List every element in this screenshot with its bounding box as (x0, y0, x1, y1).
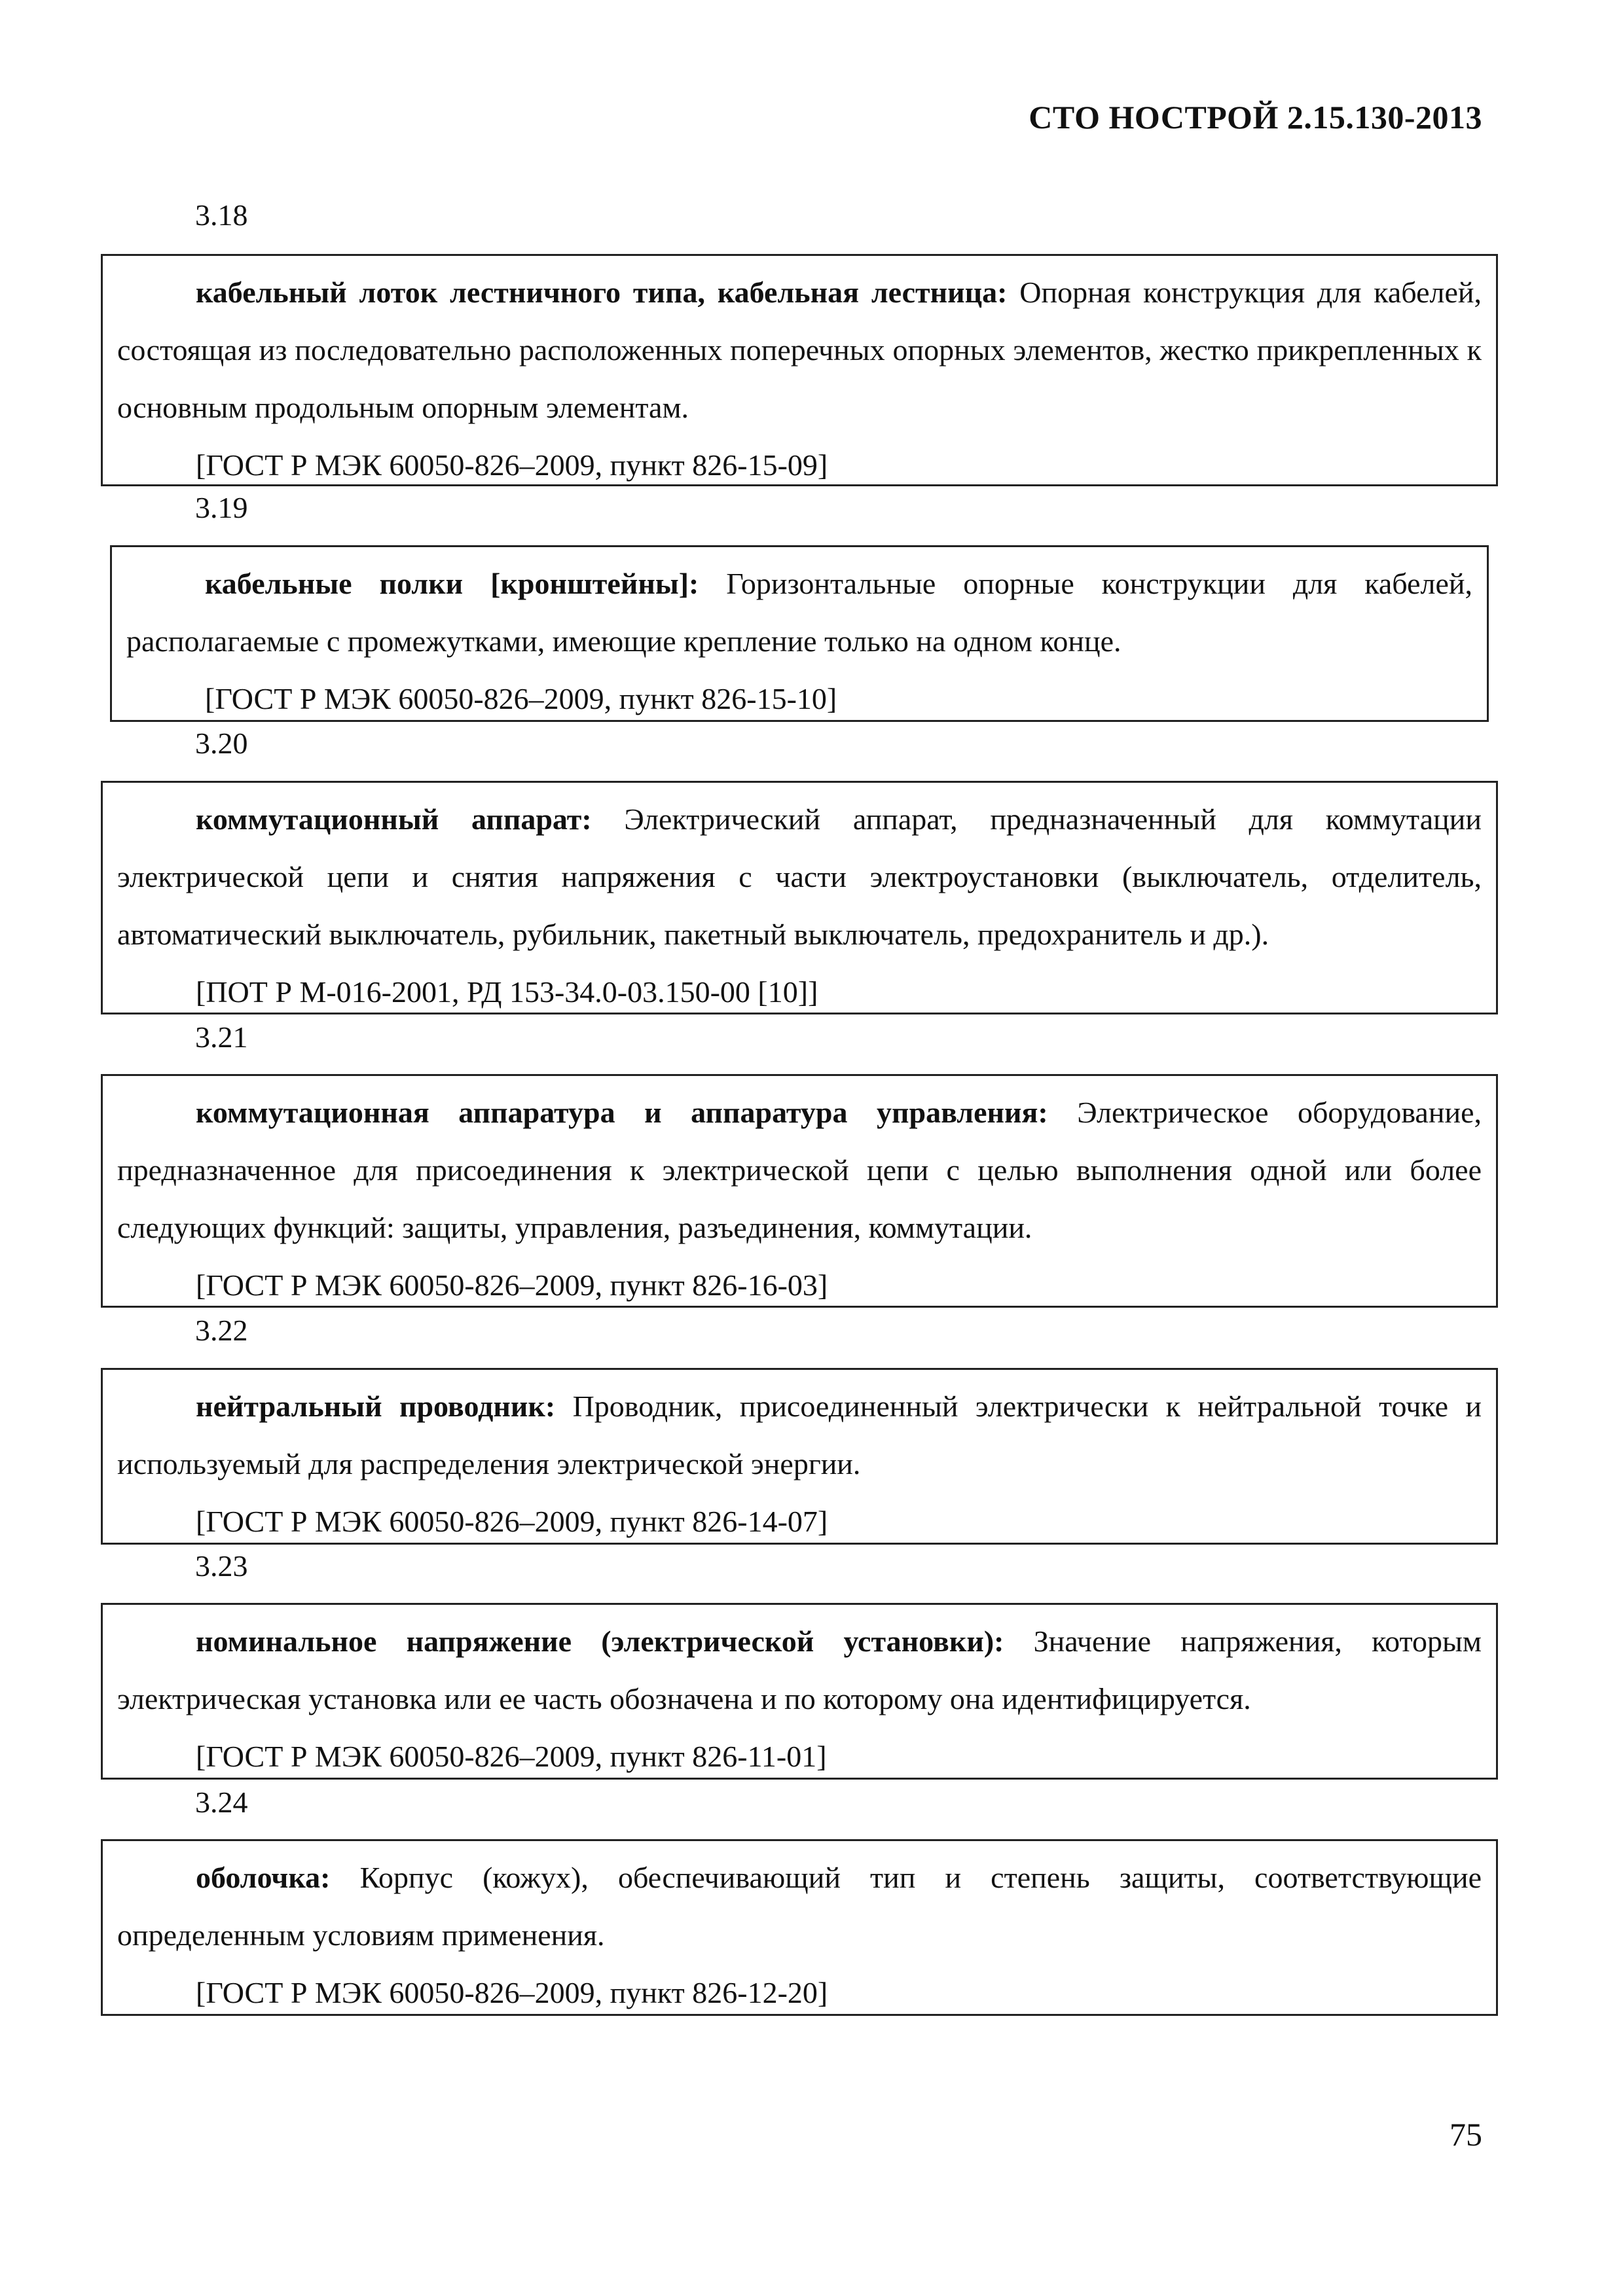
definition-text: Горизонтальные опорные конструкции для кабелей, располагаемые с промежутками, имеющие крепление только на одном конце. (126, 567, 1472, 658)
definition-paragraph (117, 1613, 1482, 1728)
definition-paragraph (117, 1849, 1482, 1964)
term-definition-box (101, 1603, 1498, 1780)
definition-text: Значение напряжения, которым электрическая установка или ее часть обозначена и по которому она идентифицируется. (117, 1624, 1482, 1715)
term-number: 3.20 (195, 726, 248, 760)
term-definition-box (101, 781, 1498, 1014)
term-number: 3.21 (195, 1020, 248, 1054)
definition-paragraph (117, 1378, 1482, 1493)
term-definition-box (110, 545, 1489, 722)
reference-citation: [ГОСТ Р МЭК 60050-826–2009, пункт 826-16-03] (196, 1268, 828, 1302)
reference-citation: [ГОСТ Р МЭК 60050-826–2009, пункт 826-11-01] (196, 1740, 827, 1773)
term-definition-box (101, 1839, 1498, 2016)
definition-text: Опорная конструкция для кабелей, состоящая из последовательно расположенных поперечных опорных элементов, жестко прикрепленных к основным продольным опорным элементам. (117, 276, 1482, 424)
reference-citation: [ГОСТ Р МЭК 60050-826–2009, пункт 826-12-20] (196, 1976, 828, 2009)
reference-citation: [ГОСТ Р МЭК 60050-826–2009, пункт 826-15-09] (196, 448, 828, 482)
page-number: 75 (1450, 2116, 1482, 2153)
term-name: коммутационная аппаратура и аппаратура управления: (196, 1096, 1048, 1129)
term-name: оболочка: (196, 1861, 331, 1894)
term-name: кабельный лоток лестничного типа, кабельная лестница: (196, 276, 1008, 309)
document-header-title: СТО НОСТРОЙ 2.15.130-2013 (1029, 99, 1482, 135)
definition-text: Корпус (кожух), обеспечивающий тип и степень защиты, соответствующие определенным условиям применения. (117, 1861, 1482, 1952)
term-number: 3.18 (195, 198, 248, 232)
definition-text: Проводник, присоединенный электрически к нейтральной точке и используемый для распределения электрической энергии. (117, 1390, 1482, 1480)
term-name: коммутационный аппарат: (196, 802, 592, 836)
term-number: 3.24 (195, 1785, 248, 1819)
reference-citation: [ГОСТ Р МЭК 60050-826–2009, пункт 826-14-07] (196, 1505, 828, 1538)
definition-text: Электрический аппарат, предназначенный для коммутации электрической цепи и снятия напряжения с части электроустановки (выключатель, отделитель, автоматический выключатель, рубильник, пакетный выключатель, предохранитель и др.). (117, 802, 1482, 951)
reference-citation: [ПОТ Р М-016-2001, РД 153-34.0-03.150-00 [10]] (196, 975, 818, 1009)
term-number: 3.22 (195, 1314, 248, 1347)
definition-text: Электрическое оборудование, предназначенное для присоединения к электрической цепи с целью выполнения одной или более следующих функций: защиты, управления, разъединения, коммутации. (117, 1096, 1482, 1244)
term-number: 3.23 (195, 1549, 248, 1583)
term-definition-box (101, 1074, 1498, 1308)
term-definition-box (101, 1368, 1498, 1545)
reference-citation: [ГОСТ Р МЭК 60050-826–2009, пункт 826-15-10] (205, 682, 837, 715)
definition-paragraph (117, 264, 1482, 437)
term-name: номинальное напряжение (электрической установки): (196, 1624, 1004, 1658)
term-definition-box (101, 254, 1498, 486)
definition-paragraph (117, 791, 1482, 963)
definition-paragraph (117, 1084, 1482, 1257)
term-name: нейтральный проводник: (196, 1390, 556, 1423)
definition-paragraph (126, 555, 1472, 670)
term-number: 3.19 (195, 491, 248, 524)
term-name: кабельные полки [кронштейны]: (205, 567, 699, 600)
